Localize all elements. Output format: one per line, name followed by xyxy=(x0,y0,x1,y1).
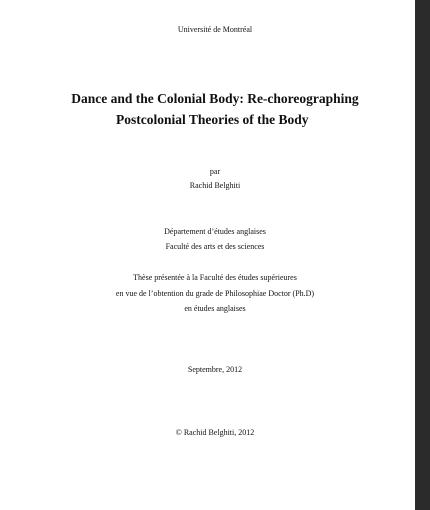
by-label: par xyxy=(209,167,221,176)
copyright-notice: © Rachid Belghiti, 2012 xyxy=(175,428,255,437)
thesis-statement-line-1: Thèse présentée à la Faculté des études supérieures xyxy=(133,273,297,282)
viewer-page-edge xyxy=(415,0,430,510)
department-name: Département d’études anglaises xyxy=(164,227,266,236)
thesis-statement-line-3: en études anglaises xyxy=(184,304,246,313)
submission-date: Septembre, 2012 xyxy=(187,365,243,374)
thesis-statement-line-2: en vue de l’obtention du grade de Philosophiae Doctor (Ph.D) xyxy=(115,289,315,298)
thesis-title-line-1: Dance and the Colonial Body: Re-choreographing xyxy=(71,91,359,106)
thesis-title-line-2: Postcolonial Theories of the Body xyxy=(116,112,309,127)
institution-name: Université de Montréal xyxy=(177,25,253,34)
author-name: Rachid Belghiti xyxy=(189,181,241,190)
faculty-name: Faculté des arts et des sciences xyxy=(165,242,265,251)
